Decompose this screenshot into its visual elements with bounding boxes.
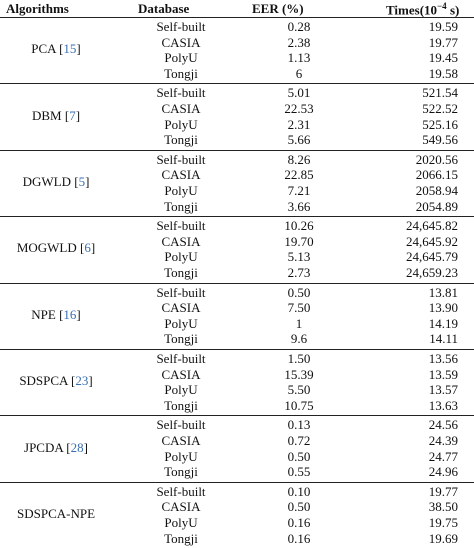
time-cell: 24.77 — [428, 448, 458, 464]
table-row — [0, 433, 474, 449]
database-cell: PolyU — [164, 116, 198, 132]
eer-cell: 22.85 — [284, 167, 314, 183]
database-cell: CASIA — [161, 499, 201, 515]
database-cell: CASIA — [161, 366, 201, 382]
eer-cell: 1 — [295, 315, 303, 331]
time-cell: 19.77 — [428, 483, 458, 499]
time-cell: 24.56 — [428, 417, 458, 433]
table-row — [0, 167, 474, 183]
time-cell: 14.11 — [429, 331, 458, 347]
time-cell: 13.81 — [428, 284, 458, 300]
citation-link[interactable]: 15 — [63, 41, 77, 57]
database-cell: Tongji — [164, 397, 198, 413]
algorithm-group — [0, 83, 474, 149]
table-row — [0, 300, 474, 316]
eer-cell: 2.73 — [287, 264, 311, 280]
table-row — [0, 331, 474, 347]
algorithm-group — [0, 349, 474, 415]
eer-cell: 0.13 — [287, 417, 311, 433]
table-header — [0, 0, 474, 17]
table-row — [0, 183, 474, 199]
database-cell: PolyU — [164, 514, 198, 530]
algorithm-label: SDSPCA — [19, 373, 68, 389]
time-cell: 549.56 — [422, 132, 458, 148]
database-cell: CASIA — [161, 167, 201, 183]
algorithm-group — [0, 482, 474, 548]
database-cell: Self-built — [156, 85, 206, 101]
time-cell: 2020.56 — [415, 151, 458, 167]
time-cell: 24.39 — [428, 432, 458, 448]
database-cell: Tongji — [164, 198, 198, 214]
time-cell: 24,645.79 — [406, 249, 458, 265]
table-row — [0, 101, 474, 117]
table-row — [0, 367, 474, 383]
eer-cell: 10.26 — [284, 218, 314, 234]
eer-cell: 2.38 — [287, 34, 311, 50]
citation-link[interactable]: 7 — [69, 107, 76, 123]
table-row — [0, 152, 474, 168]
header-times-suffix: s) — [446, 2, 460, 18]
table-row — [0, 351, 474, 367]
time-cell: 2058.94 — [415, 182, 458, 198]
time-cell: 19.77 — [428, 34, 458, 50]
algorithm-name: MOGWLD [6] — [16, 240, 96, 256]
citation-link[interactable]: 28 — [70, 439, 84, 455]
table-row — [0, 382, 474, 398]
database-cell: PolyU — [164, 249, 198, 265]
table-row — [0, 35, 474, 51]
time-cell: 19.69 — [428, 530, 458, 546]
table-row — [0, 316, 474, 332]
algorithm-label: MOGWLD — [16, 240, 77, 256]
eer-cell: 0.28 — [287, 19, 311, 34]
time-cell: 522.52 — [422, 100, 458, 116]
database-cell: Self-built — [156, 151, 206, 167]
eer-cell: 5.13 — [287, 249, 311, 265]
eer-cell: 8.26 — [287, 151, 311, 167]
header-times — [386, 1, 459, 18]
table-rule — [0, 83, 474, 84]
time-cell: 525.16 — [422, 116, 458, 132]
table-row — [0, 117, 474, 133]
eer-cell: 1.50 — [287, 351, 311, 366]
database-cell: CASIA — [161, 432, 201, 448]
time-cell: 24,659.23 — [406, 264, 458, 280]
time-cell: 14.19 — [428, 315, 458, 331]
citation-link[interactable]: 6 — [84, 240, 91, 256]
algorithm-name: DGWLD [5] — [22, 173, 90, 189]
table-row — [0, 398, 474, 414]
header-times-exponent: −4 — [437, 1, 447, 11]
time-cell: 13.90 — [428, 300, 458, 316]
database-cell: PolyU — [164, 50, 198, 66]
eer-cell: 7.21 — [287, 182, 311, 198]
algorithm-label: SDSPCA-NPE — [16, 505, 96, 521]
time-cell: 2066.15 — [415, 167, 458, 183]
time-cell: 24,645.82 — [406, 218, 458, 234]
table-rule — [0, 283, 474, 284]
header-algorithms: Algorithms — [6, 1, 69, 16]
algorithm-name: NPE [16] — [31, 306, 81, 322]
table-rule — [0, 349, 474, 350]
algorithm-group — [0, 17, 474, 83]
algorithm-name: DBM [7] — [31, 107, 81, 123]
database-cell: PolyU — [164, 448, 198, 464]
algorithm-name: PCA [15] — [31, 41, 81, 57]
database-cell: Self-built — [156, 218, 206, 234]
table-row — [0, 285, 474, 301]
time-cell: 19.45 — [428, 50, 458, 66]
table-rule — [0, 482, 474, 483]
time-cell: 13.63 — [428, 397, 458, 413]
time-cell: 13.57 — [428, 382, 458, 398]
eer-cell: 0.10 — [287, 483, 311, 499]
time-cell: 19.58 — [428, 65, 458, 81]
algorithm-group — [0, 283, 474, 349]
eer-cell: 0.16 — [287, 530, 311, 546]
algorithm-label: PCA — [31, 41, 56, 57]
table-row — [0, 199, 474, 215]
algorithm-group — [0, 216, 474, 282]
database-cell: CASIA — [161, 100, 201, 116]
database-cell: Self-built — [156, 417, 206, 433]
header-eer: EER (%) — [252, 1, 304, 16]
header-times-prefix: Times(10 — [386, 2, 438, 18]
eer-cell: 19.70 — [284, 233, 314, 249]
database-cell: Tongji — [164, 264, 198, 280]
database-cell: PolyU — [164, 182, 198, 198]
eer-cell: 3.66 — [287, 198, 311, 214]
eer-cell: 2.31 — [287, 116, 311, 132]
table-row — [0, 50, 474, 66]
algorithm-group — [0, 150, 474, 216]
database-cell: Tongji — [164, 65, 198, 81]
table-rule — [0, 415, 474, 416]
table-row — [0, 499, 474, 515]
algorithm-label: NPE — [31, 306, 56, 322]
database-cell: Self-built — [156, 19, 206, 34]
algorithm-label: DGWLD — [22, 173, 71, 189]
eer-cell: 22.53 — [284, 100, 314, 116]
eer-cell: 0.55 — [287, 464, 311, 480]
database-cell: Tongji — [164, 464, 198, 480]
time-cell: 2054.89 — [415, 198, 458, 214]
eer-cell: 5.66 — [287, 132, 311, 148]
eer-cell: 6 — [295, 65, 303, 81]
table-rule — [0, 216, 474, 217]
time-cell: 24.96 — [428, 464, 458, 480]
time-cell: 24,645.92 — [406, 233, 458, 249]
citation-link[interactable]: 23 — [75, 373, 89, 389]
database-cell: Self-built — [156, 483, 206, 499]
eer-cell: 0.50 — [287, 284, 311, 300]
table-row — [0, 66, 474, 82]
eer-cell: 7.50 — [287, 300, 311, 316]
citation-link[interactable]: 16 — [63, 306, 77, 322]
database-cell: Tongji — [164, 331, 198, 347]
citation-link[interactable]: 5 — [78, 173, 86, 189]
header-database: Database — [138, 1, 190, 16]
table-row — [0, 449, 474, 465]
eer-cell: 9.6 — [290, 331, 308, 347]
table-row — [0, 218, 474, 234]
eer-cell: 0.50 — [287, 499, 311, 515]
table-row — [0, 265, 474, 281]
time-cell: 521.54 — [422, 85, 458, 101]
table-rule — [0, 150, 474, 151]
eer-cell: 0.50 — [287, 448, 311, 464]
database-cell: PolyU — [164, 315, 198, 331]
database-cell: Self-built — [156, 284, 206, 300]
eer-cell: 0.16 — [287, 514, 311, 530]
table-row — [0, 19, 474, 35]
eer-cell: 15.39 — [284, 366, 314, 382]
table-row — [0, 464, 474, 480]
algorithm-group — [0, 415, 474, 481]
table-row — [0, 85, 474, 101]
eer-cell: 10.75 — [284, 397, 314, 413]
algorithm-name: JPCDA [28] — [24, 439, 88, 455]
database-cell: Tongji — [164, 530, 198, 546]
time-cell: 19.59 — [428, 19, 458, 34]
table-row — [0, 249, 474, 265]
table-rule — [0, 17, 474, 18]
table-row — [0, 417, 474, 433]
database-cell: PolyU — [164, 382, 198, 398]
table-row — [0, 234, 474, 250]
table-row — [0, 515, 474, 531]
time-cell: 13.56 — [428, 351, 458, 366]
table-row — [0, 484, 474, 500]
eer-cell: 5.50 — [287, 382, 311, 398]
algorithm-label: DBM — [31, 107, 62, 123]
algorithm-label: JPCDA — [24, 439, 64, 455]
database-cell: CASIA — [161, 300, 201, 316]
eer-cell: 5.01 — [287, 85, 311, 101]
eer-cell: 0.72 — [287, 432, 311, 448]
table-row — [0, 531, 474, 547]
time-cell: 19.75 — [428, 514, 458, 530]
time-cell: 38.50 — [428, 499, 458, 515]
database-cell: CASIA — [161, 34, 201, 50]
time-cell: 13.59 — [428, 366, 458, 382]
algorithm-name: SDSPCA [23] — [19, 373, 93, 389]
table-row — [0, 132, 474, 148]
database-cell: Self-built — [156, 351, 206, 366]
database-cell: CASIA — [161, 233, 201, 249]
eer-cell: 1.13 — [287, 50, 311, 66]
database-cell: Tongji — [164, 132, 198, 148]
